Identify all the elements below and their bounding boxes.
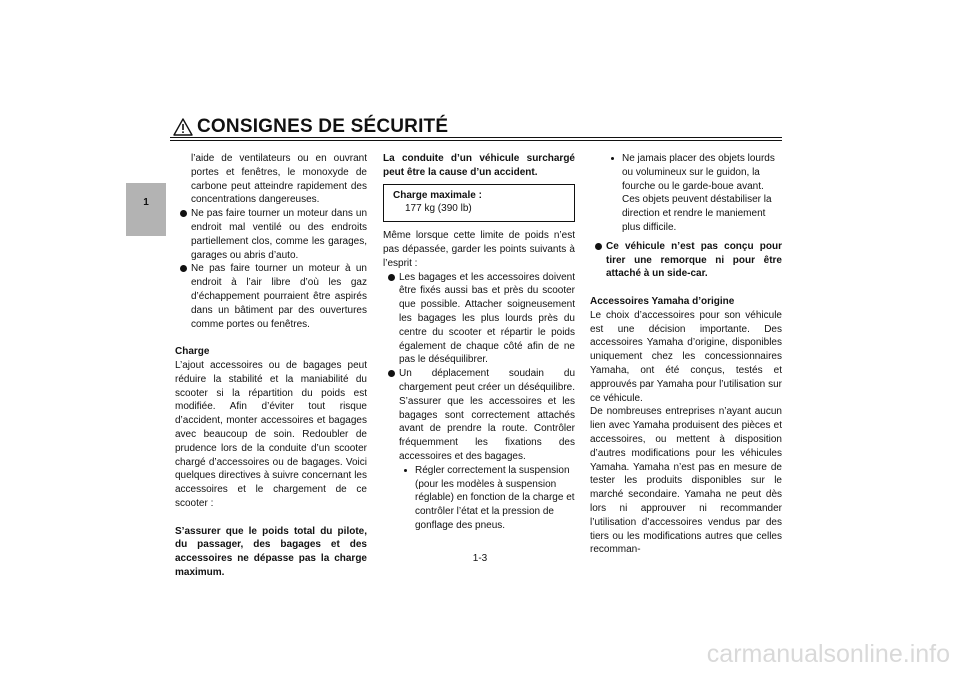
sub-bullet-item: Régler correctement la suspension (pour les modèles à suspension réglable) en fonction de la charge et contrôler l’état et la pression de gonflage des pneus. — [399, 464, 575, 533]
footer-watermark: carmanualsonline.info — [706, 640, 950, 668]
charge-paragraph: L’ajout accessoires ou de bagages peut réduire la stabilité et la maniabilité du scooter si la répartition du poids est modifiée. Afin d’éviter tout risque d’accident, monter accessoires et bagages avec beaucoup de soin. Redoubler de prudence lors de la conduite d’un scooter chargé d’accessoires ou de bagages. Voici quelques directives à suivre concernant les accessoires et le chargement de ce scooter : — [175, 359, 367, 509]
max-load-box — [383, 184, 575, 223]
limit-paragraph: Même lorsque cette limite de poids n’est pas dépassée, garder les points suivants à l’esprit : — [383, 230, 575, 269]
max-load-value: 177 kg (390 lb) — [405, 203, 472, 215]
bullet-item: Ne pas faire tourner un moteur à un endroit à l’air libre d’où les gaz d’échappement pourraient être aspirés dans un bâtiment par des ouvertures comme portes ou fenêtres. — [175, 262, 367, 331]
bullet-item: Un déplacement soudain du chargement peut créer un déséquilibre. S’assurer que les accessoires et les bagages sont correctement attachés avant de prendre la route. Contrôler fréquemment les fixations des accessoires et des bagages. — [383, 367, 575, 464]
overload-warning: La conduite d’un véhicule surchargé peut être la cause d’un accident. — [383, 153, 575, 178]
header-rule-bottom — [170, 140, 782, 141]
weight-warning: S’assurer que le poids total du pilote, du passager, des bagages et des accessoires ne dépasse pas la charge maximum. — [175, 525, 367, 578]
bullet-item: Ne pas faire tourner un moteur dans un endroit mal ventilé ou des endroits partiellement clos, comme les garages, garages ou abris d’auto. — [175, 207, 367, 262]
continued-paragraph: l’aide de ventilateurs ou en ouvrant portes et fenêtres, le monoxyde de carbone peut atteindre rapidement des concentrations dangereuses. — [191, 153, 367, 206]
max-load-label: Charge maximale : — [393, 189, 482, 201]
accessories-paragraph: Le choix d’accessoires pour son véhicule est une décision importante. Des accessoires Yamaha d’origine, disponibles uniquement chez les concessionnaires Yamaha, ont été conçus, testés et approuvés par Yamaha pour l’utilisation sur ce véhicule. — [590, 309, 782, 404]
accessories-paragraph-2: De nombreuses entreprises n’ayant aucun lien avec Yamaha produisent des pièces et accessoires, ou mettent à disposition d’autres modifications pour les véhicules Yamaha. Yamaha n’est pas en mesure de tester les produits disponibles sur le marché secondaire. Yamaha ne peut dès lors ni approuver ni recommander l’utilisation d’accessoires vendus par des tiers ou les modifications autres que celles recomman- — [590, 406, 782, 556]
bullet-item: Les bagages et les accessoires doivent être fixés aussi bas et près du scooter que possible. Attacher soigneusement les bagages les plus lourds près du centre du scooter et répartir le poids également de chaque côté afin de ne pas le déséquilibrer. — [383, 271, 575, 368]
bullet-item-bold: Ce véhicule n’est pas conçu pour tirer une remorque ni pour être attaché à un side-car. — [590, 240, 782, 281]
column-2 — [383, 152, 575, 533]
chapter-tab-label: 1 — [143, 197, 149, 208]
section-heading-charge: Charge — [175, 346, 210, 358]
sub-bullet-item: Ne jamais placer des objets lourds ou volumineux sur le guidon, la fourche ou le garde-boue avant. Ces objets peuvent déstabiliser la direction et rendre le maniement plus difficile. — [606, 152, 782, 235]
header-rule-top — [170, 137, 782, 138]
column-1 — [175, 152, 367, 580]
page-title: CONSIGNES DE SÉCURITÉ — [197, 116, 449, 137]
column-3 — [590, 152, 782, 557]
section-heading-accessories: Accessoires Yamaha d’origine — [590, 295, 735, 307]
warning-triangle-icon — [173, 118, 193, 136]
chapter-tab — [126, 183, 166, 236]
page-number: 1-3 — [472, 553, 488, 564]
